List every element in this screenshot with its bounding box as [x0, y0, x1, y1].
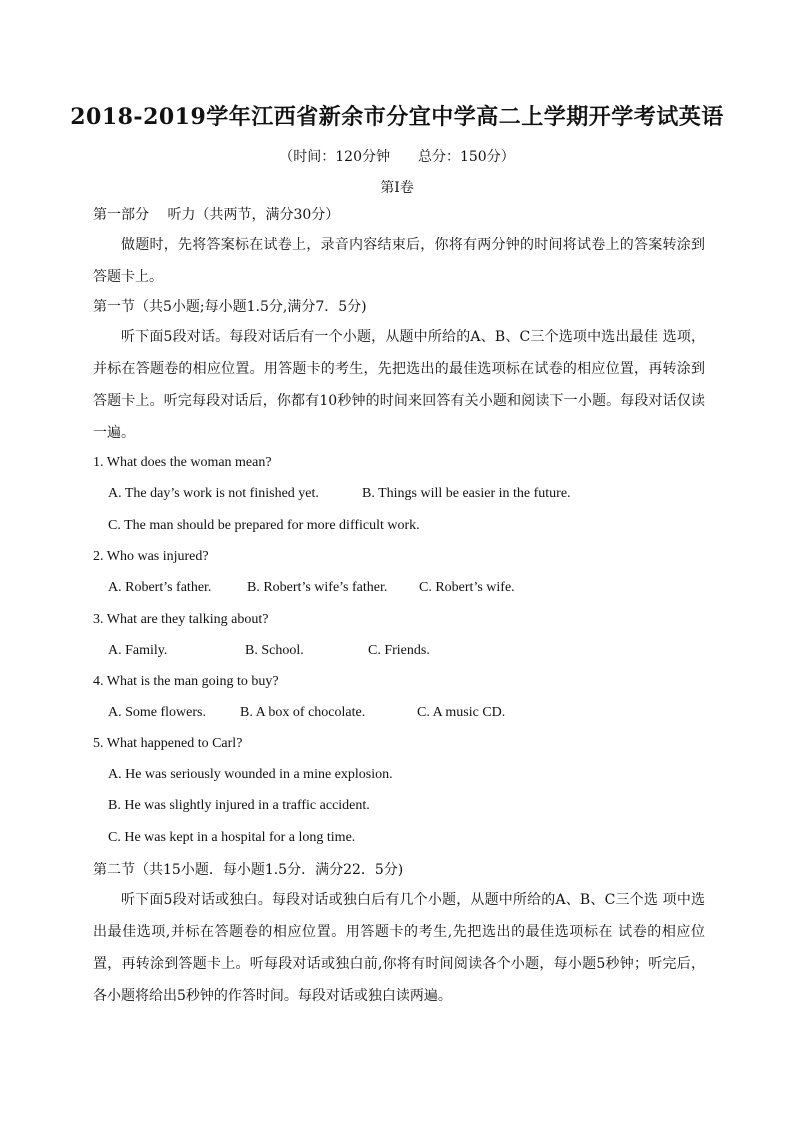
q1-option-a: A. The day’s work is not finished yet. — [108, 486, 319, 501]
exam-title: 2018-2019学年江西省新余市分宜中学高二上学期开学考试英语 — [70, 104, 724, 130]
question-2: 2. Who was injured? — [93, 549, 209, 564]
part1-heading: 第一部分 听力（共两节，满分30分） — [93, 207, 340, 223]
question-5: 5. What happened to Carl? — [93, 736, 243, 751]
q2-option-b: B. Robert’s wife’s father. — [247, 580, 388, 595]
volume-label: 第Ⅰ卷 — [380, 180, 414, 196]
section1-instruction: 听下面5段对话。每段对话后有一个小题，从题中所给的A、B、C三个选项中选出最佳 选项，并标在答题卷的相应位置。用答题卡的考生，先把选出的最佳选项标在试卷的相应位置，再转涂到答题卡上。听完每段对话后，你都有10秒钟的时间来回答有关小题和阅读下一小题。每段对话仅读一遍。 — [93, 329, 705, 441]
section1-heading: 第一节（共5小题;每小题1.5分,满分7．5分) — [93, 299, 367, 315]
q4-option-a: A. Some flowers. — [108, 705, 206, 720]
question-1: 1. What does the woman mean? — [93, 455, 272, 470]
part1-instruction: 做题时，先将答案标在试卷上，录音内容结束后，你将有两分钟的时间将试卷上的答案转涂到答题卡上。 — [93, 237, 705, 285]
q5-option-b: B. He was slightly injured in a traffic accident. — [108, 798, 370, 813]
q3-option-c: C. Friends. — [368, 643, 430, 658]
section2-heading: 第二节（共15小题．每小题1.5分．满分22．5分) — [93, 862, 404, 878]
q3-option-a: A. Family. — [108, 643, 168, 658]
q4-option-c: C. A music CD. — [417, 705, 506, 720]
q5-option-a: A. He was seriously wounded in a mine explosion. — [108, 767, 393, 782]
question-4: 4. What is the man going to buy? — [93, 674, 279, 689]
q4-option-b: B. A box of chocolate. — [240, 705, 366, 720]
q2-option-c: C. Robert’s wife. — [419, 580, 515, 595]
q5-option-c: C. He was kept in a hospital for a long time. — [108, 830, 356, 845]
q3-option-b: B. School. — [245, 643, 304, 658]
q1-option-c: C. The man should be prepared for more difficult work. — [108, 518, 420, 533]
section2-instruction: 听下面5段对话或独白。每段对话或独白后有几个小题，从题中所给的A、B、C三个选 项中选出最佳选项,并标在答题卷的相应位置。用答题卡的考生,先把选出的最佳选项标在 试卷的相应位置，再转涂到答题卡上。听每段对话或独白前,你将有时间阅读各个小题，每小题5秒钟；听完后，各小题将给出5秒钟的作答时间。每段对话或独白读两遍。 — [93, 892, 705, 1004]
q1-option-b: B. Things will be easier in the future. — [362, 486, 571, 501]
q2-option-a: A. Robert’s father. — [108, 580, 212, 595]
exam-subtitle: （时间：120分钟 总分：150分） — [279, 149, 515, 165]
question-3: 3. What are they talking about? — [93, 612, 269, 627]
